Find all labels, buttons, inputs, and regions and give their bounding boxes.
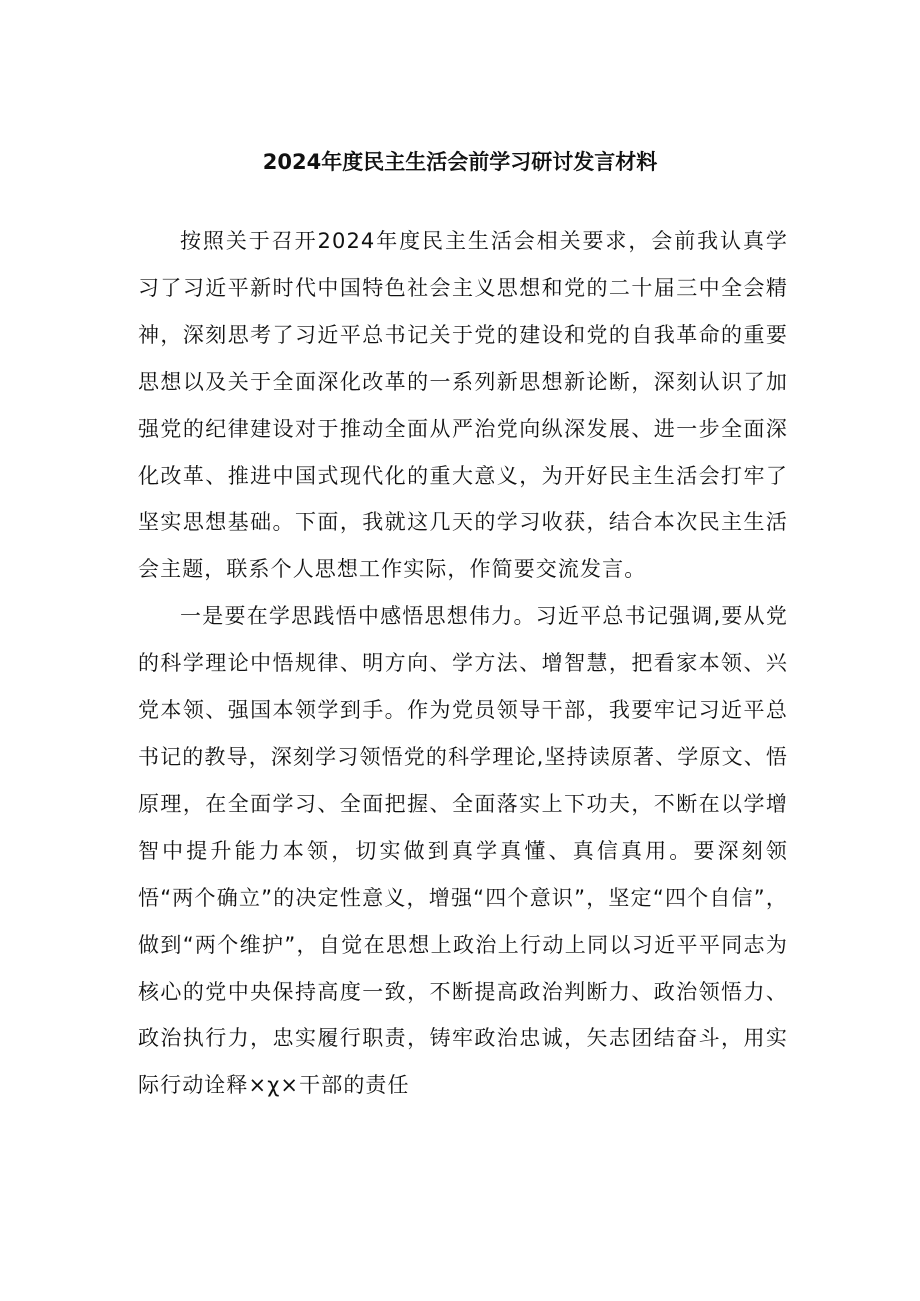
paragraph-point-one: 一是要在学思践悟中感悟思想伟力。习近平总书记强调,要从党的科学理论中悟规律、明方向、学方法、增智慧，把看家本领、兴党本领、强国本领学到手。作为党员领导干部，我要牢记习近平总书记的教导，深刻学习领悟党的科学理论,坚持读原著、学原文、悟原理，在全面学习、全面把握、全面落实上下功夫，不断在以学增智中提升能力本领，切实做到真学真懂、真信真用。要深刻领悟“两个确立”的决定性意义，增强“四个意识”，坚定“四个自信”，做到“两个维护”，自觉在思想上政治上行动上同以习近平平同志为核心的党中央保持高度一致，不断提高政治判断力、政治领悟力、政治执行力，忠实履行职责，铸牢政治忠诚，矢志团结奋斗，用实际行动诠释×χ×干部的责任 — [138, 604, 788, 1098]
document-title: 2024年度民主生活会前学习研讨发言材料 — [262, 150, 658, 174]
paragraph-intro: 按照关于召开2024年度民主生活会相关要求，会前我认真学习了习近平新时代中国特色社会主义思想和党的二十届三中全会精神，深刻思考了习近平总书记关于党的建设和党的自我革命的重要思想以及关于全面深化改革的一系列新思想新论断，深刻认识了加强党的纪律建设对于推动全面从严治党向纵深发展、进一步全面深化改革、推进中国式现代化的重大意义，为开好民主生活会打牢了坚实思想基础。下面，我就这几天的学习收获，结合本次民主生活会主题，联系个人思想工作实际，作简要交流发言。 — [138, 229, 788, 582]
document-body — [138, 218, 788, 1109]
